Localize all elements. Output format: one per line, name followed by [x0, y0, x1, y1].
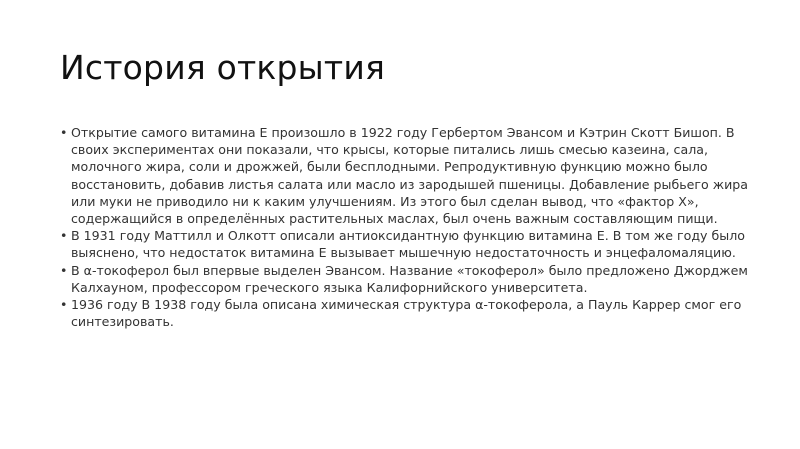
bullet-marker: •	[60, 262, 68, 278]
bullet-marker: •	[60, 125, 68, 140]
bullet-text: 1936 году В 1938 году была описана химическая структура α-токоферола, а Пауль Каррер смог его синтезировать.	[71, 297, 742, 330]
bullet-item-antioxidant	[60, 227, 750, 261]
bullet-text: Открытие самого витамина E произошло в 1922 году Гербертом Эвансом и Кэтрин Скотт Бишоп. В своих экспериментах они показали, что крысы, которые питались лишь смесью казеина, сала, молочного жира, соли и дрожжей, были бесплодными. Репродуктивную функцию можно было восстановить, добавив листья салата или масло из зародышей пшеницы. Добавление рыбьего жира или муки не приводило ни к каким улучшениям. Из этого был сделан вывод, что «фактор X», содержащийся в определённых растительных маслах, был очень важным составляющим пищи.	[71, 125, 748, 227]
bullet-marker: •	[60, 228, 68, 244]
bullet-item-synthesis	[60, 296, 750, 330]
bullet-item-tocopherol	[60, 262, 750, 296]
bullet-text: В 1931 году Маттилл и Олкотт описали антиоксидантную функцию витамина E. В том же году было выяснено, что недостаток витамина E вызывает мышечную недостаточность и энцефаломаляцию.	[71, 228, 745, 261]
slide-title: История открытия	[60, 48, 386, 87]
bullet-marker: •	[60, 297, 68, 313]
bullet-text: В α-токоферол был впервые выделен Эвансом. Название «токоферол» было предложено Джорджем Калхауном, профессором греческого языка Калифорнийского университета.	[71, 262, 748, 295]
bullet-list	[60, 124, 750, 330]
bullet-item-discovery	[60, 124, 750, 227]
